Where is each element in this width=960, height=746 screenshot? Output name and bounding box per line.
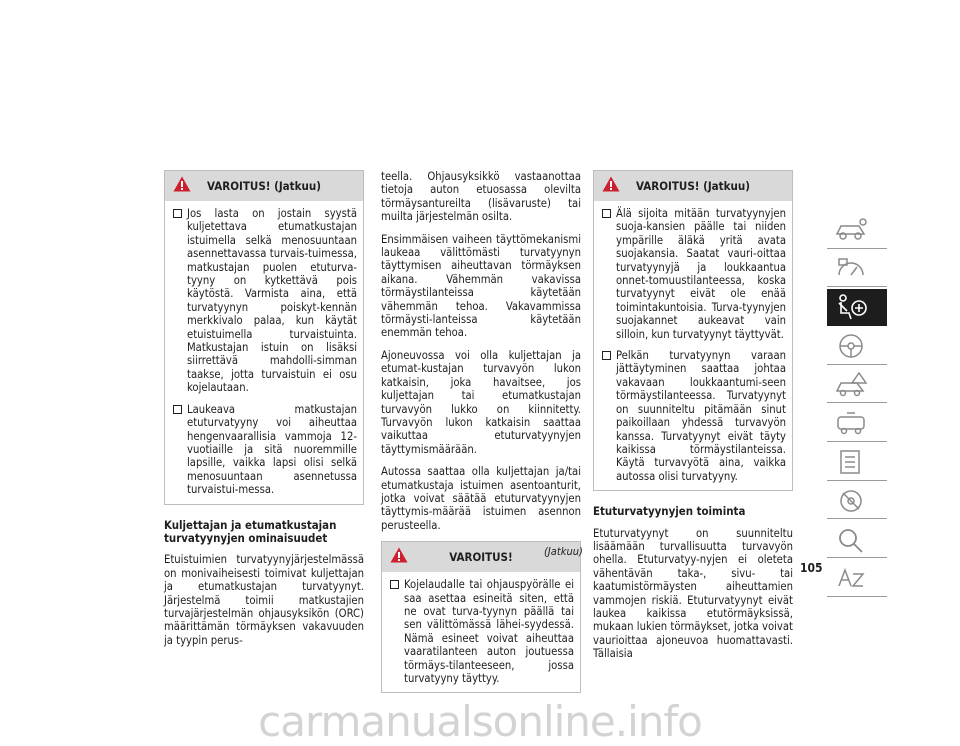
tab-warning-car[interactable] [827, 367, 887, 404]
seat-safety-icon [833, 293, 869, 321]
checkbox-bullet-icon [602, 351, 611, 360]
page-number: 105 [800, 561, 823, 575]
body-paragraph: Ensimmäisen vaiheen täyttömekanismi laukeaa välittömästi turvatyynyn täyttymisen aiheuttavan törmäyksen aikana. Vähemmän vakavissa törmäystilanteissa käytetään vähemmän tehoa. Vakavammissa törmäysti-lanteissa käytetään enemmän tehoa. [381, 232, 581, 340]
warning-box [381, 541, 581, 693]
tab-specifications[interactable] [827, 444, 887, 481]
tab-index[interactable] [827, 560, 887, 597]
checkbox-bullet-icon [173, 209, 182, 218]
section-heading: Etuturvatyynyjen toiminta [593, 504, 746, 519]
steering-wheel-icon [833, 332, 869, 360]
warning-item: Kojelaudalle tai ohjauspyörälle ei saa asettaa esineitä siten, että ne ovat turva-tyynyn päällä tai sen välittömässä lähei-syydessä. Nämä esineet voivat aiheuttaa vaaratilanteen auton joutuessa törmäys-tilanteeseen, jossa turvatyyny täyttyy. [388, 578, 574, 685]
body-paragraph: teella. Ohjausyksikkö vastaanottaa tietoja auton etuosassa olevilta törmäysantureilta (lisävaruste) tai muilta järjestelmän osilta. [381, 170, 581, 224]
tab-steering[interactable] [827, 328, 887, 365]
chapter-tabs [827, 212, 887, 599]
warning-box-continued [164, 170, 364, 505]
warning-item: Pelkän turvatyynyn varaan jättäytyminen saattaa johtaa vakavaan loukkaantumi-seen törmäystilanteessa. Turvatyynyt on suunniteltu pitämään sinut paikoillaan yhdessä turvavyön kanssa. Turvatyynyt eivät täyty kaikissa törmäystilanteissa. Käytä turvavyötä aina, vaikka autossa olisi turvatyyny. [600, 349, 786, 483]
section-heading: Kuljettajan ja etumatkustajan turvatyynyjen ominaisuudet [164, 517, 337, 545]
car-overview-icon [833, 216, 869, 244]
column-3 [593, 170, 793, 670]
tab-seat-safety[interactable] [827, 289, 887, 326]
body-paragraph: Ajoneuvossa voi olla kuljettajan ja etumat-kustajan turvavyön lukon katkaisin, joka havaitsee, jos kuljettajan tai etumatkustajan turvavyön lukko on kiinnitetty. Turvavyön lukon katkaisin saattaa vaikuttaa etuturvatyynyjen täyttymismäärään. [381, 348, 581, 456]
watermark: carmanualsonline.info [258, 697, 702, 746]
checkbox-bullet-icon [390, 580, 399, 589]
car-service-icon [833, 409, 869, 437]
tab-car-overview[interactable] [827, 212, 887, 249]
tab-search[interactable] [827, 522, 887, 559]
warning-header [165, 171, 363, 201]
multimedia-icon [833, 487, 869, 515]
warning-item: Jos lasta on jostain syystä kuljetettava etumatkustajan istuimella selkä menosuuntaan asennettavassa turvais-tuimessa, matkustajan puolen etuturva-tyyny on kytkettävä pois käytöstä. Varmista aina, että turvatyynyn poiskyt-kennän merkkivalo palaa, kun käytät etuistuimella turvaistuinta. Matkustajan istuin on lisäksi siirrettävä mahdolli-simman taakse, jotta turvaistuin ei osu kojelautaan. [171, 207, 357, 395]
column-2 [381, 170, 581, 693]
tab-multimedia[interactable] [827, 483, 887, 520]
body-paragraph: Etuturvatyynyt on suunniteltu lisäämään turvallisuutta turvavyön ohella. Etuturvatyy-nyjen ei oleteta vähentävän taka-, sivu- tai kaatumistörmäysten aiheuttamien vammojen riskiä. Etuturvatyynyt eivät laukea kaikissa etutörmäyksissä, mukaan lukien törmäykset, jotka voivat vaurioittaa ajoneuvoa huomattavasti. Tällaisia [593, 526, 793, 661]
checkbox-bullet-icon [602, 209, 611, 218]
continued-note: (Jatkuu) [544, 545, 583, 558]
warning-title: VAROITUS! (Jatkuu) [636, 179, 750, 193]
warning-item: Älä sijoita mitään turvatyynyjen suoja-kansien päälle tai niiden ympärille äläkä yritä avata suojakansia. Saatat vauri-oittaa turvatyynyjä ja loukkaantua onnet-tomuustilanteessa, koska turvatyynyt eivät ole enää toimintakuntoisia. Turva-tyynyjen suojakannet aukeavat vain silloin, kun turvatyynyt täyttyvät. [600, 207, 786, 341]
warning-triangle-icon [602, 176, 620, 192]
tab-car-service[interactable] [827, 405, 887, 442]
warning-box-continued [593, 170, 793, 491]
column-1 [164, 170, 364, 656]
warning-item: Laukeava matkustajan etuturvatyyny voi aiheuttaa hengenvaarallisia vammoja 12-vuotiaille ja sitä nuoremmille lapsille, vaikka lapsi olisi selkä menosuuntaan asennetussa turvaistui-messa. [171, 403, 357, 497]
warning-triangle-icon [173, 176, 191, 192]
warning-title: VAROITUS! (Jatkuu) [207, 179, 321, 193]
warning-car-icon [833, 371, 869, 399]
checkbox-bullet-icon [173, 405, 182, 414]
body-paragraph: Autossa saattaa olla kuljettajan ja/tai etumatkustaja istuimen asentoanturit, jotka voivat säätää etuturvatyynyjen täyttymis-määrää istuimen asennon perusteella. [381, 465, 581, 532]
dashboard-icon [833, 255, 869, 283]
search-icon [833, 526, 869, 554]
warning-header [594, 171, 792, 201]
warning-title: VAROITUS! [449, 550, 513, 565]
warning-triangle-icon [390, 547, 408, 563]
specifications-icon [833, 448, 869, 476]
tab-dashboard[interactable] [827, 251, 887, 288]
body-paragraph: Etuistuimien turvatyynyjärjestelmässä on monivaiheisesti toimivat kuljettajan ja etumatkustajan turvatyynyt. Järjestelmä toimii matkustajien turvajärjestelmän ohjausyksikön (ORC) määrittämän törmäyksen vakavuuden ja tyypin perus- [164, 553, 364, 647]
index-icon [833, 564, 869, 592]
